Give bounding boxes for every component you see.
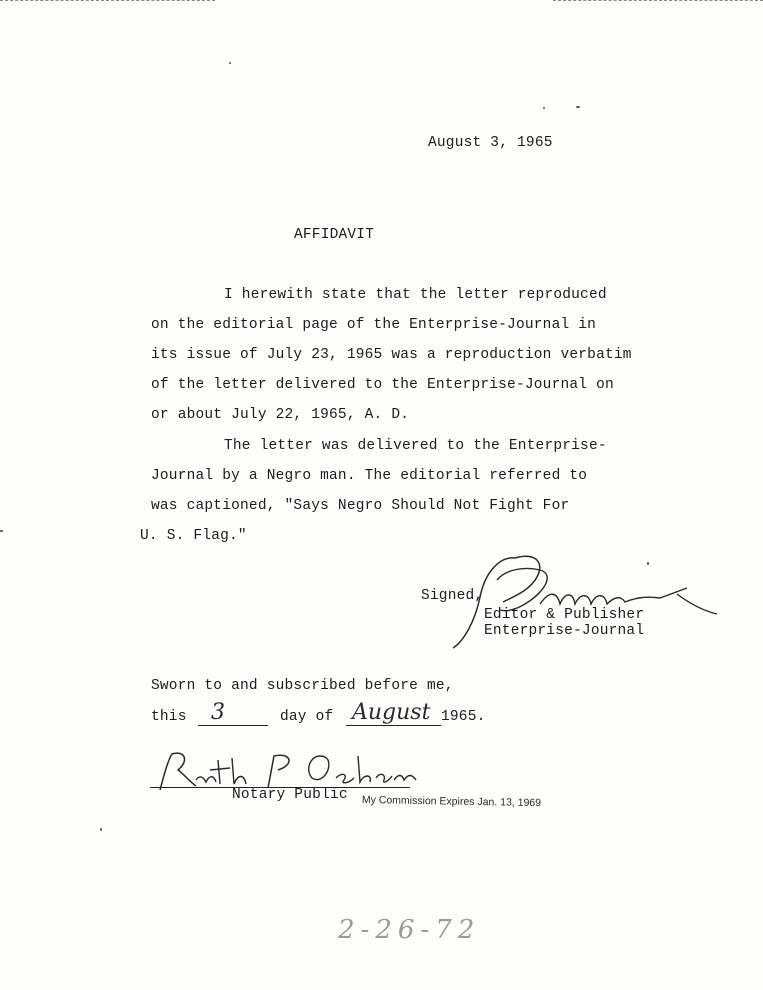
paragraph-1-line-4: of the letter delivered to the Enterprise-Journal on (151, 377, 614, 393)
notary-title: Notary Public (232, 787, 348, 803)
scan-speck (100, 828, 102, 831)
month-value: August (352, 700, 431, 725)
paragraph-1-line-2: on the editorial page of the Enterprise-Journal in (151, 317, 597, 333)
this-label: this (151, 709, 187, 725)
day-value: 3 (211, 700, 225, 725)
signature-stroke-body (540, 594, 660, 604)
signature-stroke-osborn (309, 756, 416, 783)
paragraph-2-line-1: The letter was delivered to the Enterprise- (224, 438, 607, 454)
signature-stroke-uth (196, 758, 246, 784)
sworn-statement: Sworn to and subscribed before me, (151, 678, 454, 694)
signature-stroke-loop (497, 568, 547, 610)
scan-speck (0, 530, 3, 532)
paragraph-1-line-1: I herewith state that the letter reproduced (224, 287, 607, 303)
signer-organization: Enterprise-Journal (484, 623, 645, 639)
document-title: AFFIDAVIT (294, 227, 375, 243)
year-value: 1965. (441, 709, 486, 725)
signer-title: Editor & Publisher (484, 607, 645, 623)
day-of-label: day of (280, 709, 334, 725)
month-underline (346, 725, 441, 726)
signed-label: Signed, (421, 588, 484, 604)
file-mark: 2-26-72 (338, 915, 481, 945)
paragraph-1-line-3: its issue of July 23, 1965 was a reproduction verbatim (151, 347, 632, 363)
signature-stroke-tail (660, 588, 717, 614)
document-date: August 3, 1965 (428, 135, 553, 151)
paragraph-2-line-4: U. S. Flag." (140, 528, 247, 544)
scan-edge-top-left (0, 0, 215, 1)
paragraph-2-line-2: Journal by a Negro man. The editorial referred to (151, 468, 588, 484)
scan-speck (543, 107, 545, 109)
paragraph-2-line-3: was captioned, "Says Negro Should Not Fight For (151, 498, 570, 514)
signature-stroke-r (160, 753, 196, 790)
scan-speck (576, 106, 580, 108)
day-underline (198, 725, 268, 726)
scan-edge-top-right (553, 0, 763, 1)
signature-stroke-p (268, 755, 289, 788)
paragraph-1-line-5: or about July 22, 1965, A. D. (151, 407, 410, 423)
commission-expires: My Commission Expires Jan. 13, 1969 (361, 794, 542, 810)
scan-speck (229, 62, 231, 64)
